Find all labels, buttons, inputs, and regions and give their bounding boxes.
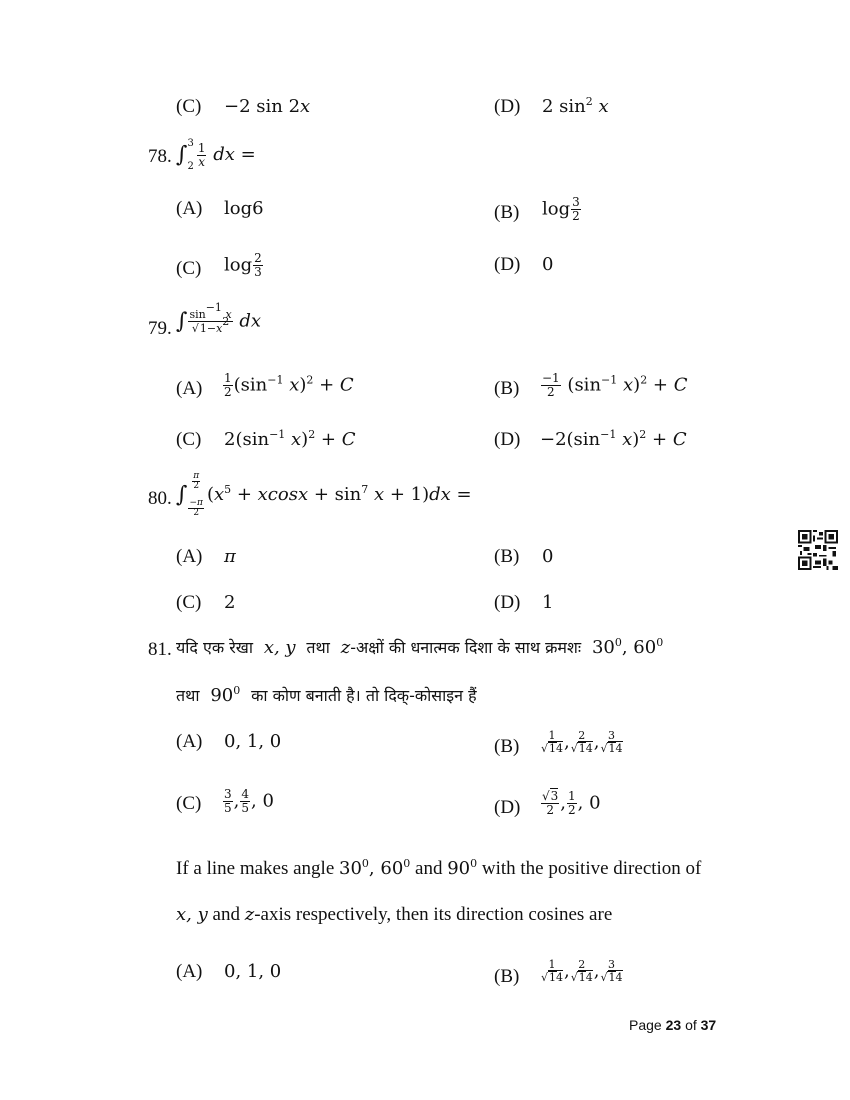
q77-option-c-value: −2 sin 2x [224,96,311,117]
q78-option-a-label: (A) [176,198,203,219]
q80-option-a-label: (A) [176,546,203,567]
q78-option-d-value: 0 [542,254,554,275]
q79-option-b-value: $\frac{-1}{2}$ ($\sin^{-1}$ x)$^2$ + C [542,371,688,399]
q81-en-text-b: and [415,858,443,879]
q81-hindi-text-d: तथा [176,686,200,705]
q81-en-text-c: with the positive direction of [481,858,702,879]
q81-hi-option-d-label: (D) [494,797,521,818]
q81-hi-option-a-value: 0, 1, 0 [224,731,282,752]
q79-stem: ∫ $\frac{\sin^{-1} x}{√1-x^2}$ dx [176,301,262,335]
q81-number: 81. [148,639,172,660]
q80-option-a-value: π [224,546,236,567]
q81-hi-option-a-label: (A) [176,731,203,752]
q78-option-c-label: (C) [176,258,202,279]
q79-option-b-label: (B) [494,378,520,399]
q77-option-c-label: (C) [176,96,202,117]
q81-en-text-e: -axis respectively, then its direction cosines are [254,904,613,925]
q80-number: 80. [148,488,172,509]
q79-option-d-label: (D) [494,429,521,450]
q81-hi-option-c-label: (C) [176,793,202,814]
q81-en-text-a: If a line makes angle [176,858,335,879]
q77-option-d-value: 2 $\sin^2 x$ [542,95,609,117]
q79-option-c-label: (C) [176,429,202,450]
q78-stem: ∫ 3 2 $\frac{1}{x}$ dx = [176,138,256,172]
q78-option-b-label: (B) [494,202,520,223]
q81-english-line2: x, y and z-axis respectively, then its direction cosines are [176,904,613,925]
q80-option-b-label: (B) [494,546,520,567]
q79-option-a-value: $\frac{1}{2}$ ($\sin^{-1}$ x)$^2$ + C [224,371,354,399]
q81-hindi-line2: तथा $90^0$ का कोण बनाती है। तो दिक्-कोसाइन हैं [176,684,477,706]
q81-hindi-text-a: यदि एक रेखा [176,638,254,657]
q81-hi-option-d-value: $\frac{√3}{2}$ , $\frac{1}{2}$ , 0 [542,789,601,817]
q78-number: 78. [148,146,172,167]
page-footer [629,1017,716,1033]
q80-stem: ∫ $\frac{\pi}{2}$ $\frac{-\pi}{2}$ $(x^5 + xcosx + \sin^7 x + 1)dx$ = [176,471,472,518]
q81-en-option-a-label: (A) [176,961,203,982]
footer-page-total: 37 [700,1017,717,1033]
q79-option-c-value: $2(\sin^{-1}$ x)$^2$ + C [224,428,356,450]
q79-option-d-value: $-2(\sin^{-1}$ x)$^2$ + C [540,428,687,450]
qr-code [798,530,838,570]
q81-hindi-line1: यदि एक रेखा x, y तथा z-अक्षों की धनात्मक दिशा के साथ क्रमशः $30^0$, $60^0$ [176,636,664,658]
q81-en-text-d: and [212,904,240,925]
q81-hi-option-b-value: $\frac{1}{√14}$ , $\frac{2}{√14}$ , $\frac{3}{√14}$ [541,729,623,755]
footer-page-number: 23 [665,1017,682,1033]
q77-option-d-label: (D) [494,96,521,117]
q79-number: 79. [148,318,172,339]
q81-hindi-text-b: तथा [306,638,330,657]
q78-option-b-value: log $\frac{3}{2}$ [542,195,580,223]
q80-option-d-label: (D) [494,592,521,613]
footer-of: of [685,1017,697,1033]
q80-option-b-value: 0 [542,546,554,567]
footer-prefix: Page [629,1017,662,1033]
q81-en-option-b-value: $\frac{1}{√14}$ , $\frac{2}{√14}$ , $\frac{3}{√14}$ [541,958,623,984]
q78-option-d-label: (D) [494,254,521,275]
q78-option-a-value: log6 [224,198,264,219]
q79-option-a-label: (A) [176,378,203,399]
q81-english-line1: If a line makes angle $30^0$, $60^0$ and $90^0$ with the positive direction of [176,857,702,879]
q81-en-option-b-label: (B) [494,966,520,987]
q81-hi-option-c-value: $\frac{3}{5}$ , $\frac{4}{5}$ , 0 [224,787,274,815]
q80-option-c-label: (C) [176,592,202,613]
q80-option-d-value: 1 [542,592,554,613]
q81-hindi-text-c: -अक्षों की धनात्मक दिशा के साथ क्रमशः [350,638,582,657]
q81-en-option-a-value: 0, 1, 0 [224,961,282,982]
q78-option-c-value: log $\frac{2}{3}$ [224,251,262,279]
q81-hi-option-b-label: (B) [494,736,520,757]
q80-option-c-value: 2 [224,592,236,613]
q81-hindi-text-e: का कोण बनाती है। तो दिक्-कोसाइन हैं [251,686,477,705]
